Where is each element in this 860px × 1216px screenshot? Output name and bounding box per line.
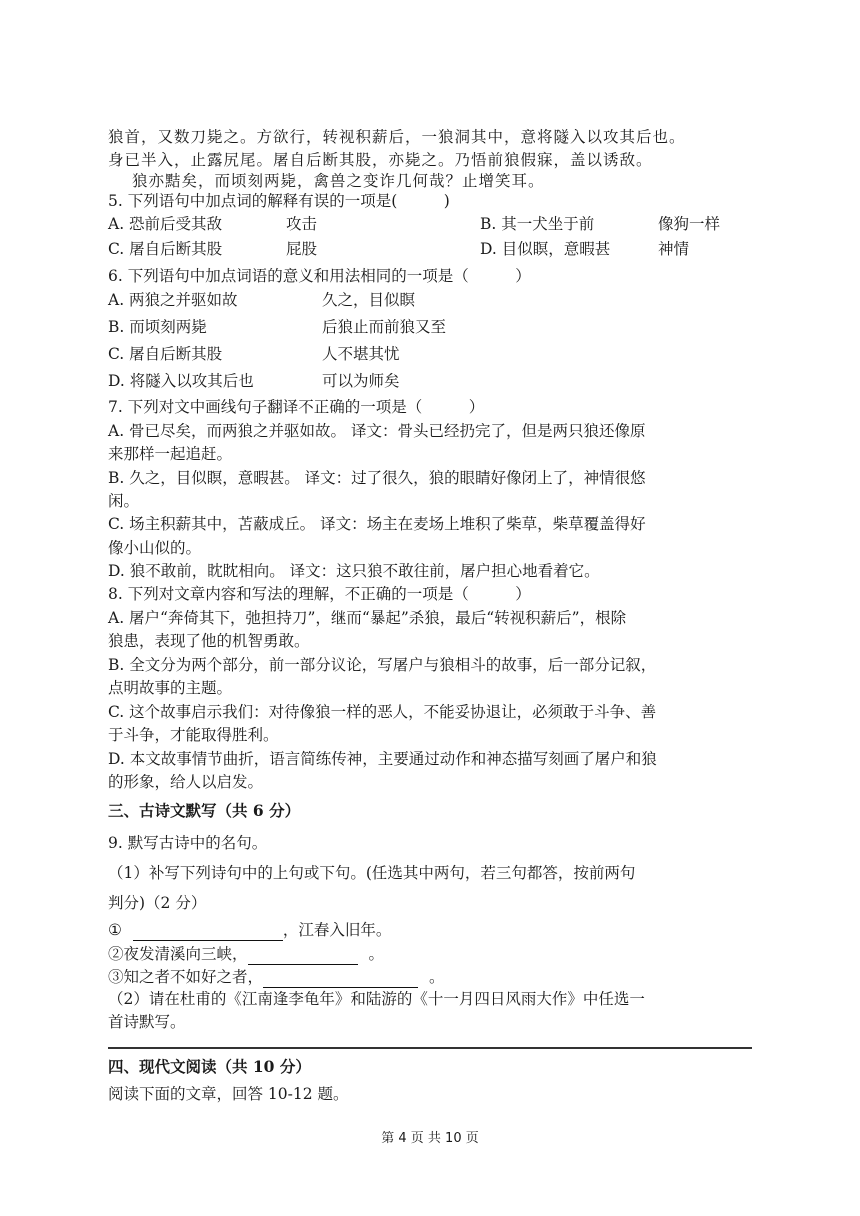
q8-option-d-line1: D. 本文故事情节曲折，语言简练传神，主要通过动作和神态描写刻画了屠户和狼 — [108, 750, 657, 768]
q9-item-2-suffix: 。 — [368, 945, 384, 963]
q8-option-c-line2: 于斗争，才能取得胜利。 — [108, 726, 279, 744]
section-4-title: 四、现代文阅读（共 10 分） — [108, 1057, 311, 1076]
section-4-intro: 阅读下面的文章，回答 10-12 题。 — [108, 1085, 349, 1103]
q8-option-c-line1: C. 这个故事启示我们：对待像狼一样的恶人，不能妥协退让，必须敢于斗争、善 — [108, 703, 657, 721]
q6-stem: 6. 下列语句中加点词语的意义和用法相同的一项是（ ） — [108, 267, 531, 285]
q9-stem: 9. 默写古诗中的名句。 — [108, 834, 268, 852]
q5-stem: 5. 下列语句中加点词的解释有误的一项是( ) — [108, 192, 450, 210]
q5-option-a: A. 恐前后受其敌 — [108, 215, 223, 233]
q6-option-c-left: C. 屠自后断其股 — [108, 345, 223, 363]
section-3-title: 三、古诗文默写（共 6 分） — [108, 801, 301, 820]
q7-option-a-line2: 来那样一起追赶。 — [108, 445, 233, 463]
q6-option-b-right: 后狼止而前狼又至 — [322, 318, 447, 336]
q9-item-1-answer-blank[interactable] — [133, 922, 283, 941]
q5-option-c: C. 屠自后断其股 — [108, 240, 223, 258]
q8-option-b-line1: B. 全文分为两个部分，前一部分议论，写屠户与狼相斗的故事，后一部分记叙， — [108, 656, 657, 674]
q8-option-d-line2: 的形象，给人以启发。 — [108, 773, 264, 791]
q9-item-2 — [108, 943, 384, 965]
q9-item-3-answer-blank[interactable] — [263, 969, 418, 988]
q7-stem: 7. 下列对文中画线句子翻译不正确的一项是（ ） — [108, 398, 485, 416]
q9-item-3-prefix: ③知之者不如好之者， — [108, 968, 264, 986]
q5-option-b-gloss: 像狗一样 — [658, 215, 721, 233]
q5-option-b: B. 其一犬坐于前 — [480, 215, 595, 233]
q9-item-2-answer-blank[interactable] — [248, 946, 358, 965]
q7-option-c-line1: C. 场主积薪其中，苫蔽成丘。 译文：场主在麦场上堆积了柴草，柴草覆盖得好 — [108, 515, 646, 533]
q9-sub2-line2: 首诗默写。 — [108, 1013, 186, 1031]
page-footer: 第 4 页 共 10 页 — [381, 1131, 479, 1146]
q9-sub1-line2: 判分)（2 分） — [108, 894, 207, 912]
q9-item-2-prefix: ②夜发清溪向三峡， — [108, 945, 248, 963]
q6-option-a-right: 久之，目似瞑 — [322, 291, 416, 309]
q9-item-3 — [108, 966, 444, 988]
q9-sub2-line1: （2）请在杜甫的《江南逢李龟年》和陆游的《十一月四日风雨大作》中任选一 — [108, 990, 645, 1008]
q5-option-d-gloss: 神情 — [658, 240, 690, 258]
q7-option-b-line2: 闲。 — [108, 492, 140, 510]
q9-sub1-line1: （1）补写下列诗句中的上句或下句。(任选其中两句，若三句都答，按前两句 — [108, 864, 636, 882]
q9-item-3-suffix: 。 — [428, 968, 445, 986]
q7-option-b-line1: B. 久之，目似瞑，意暇甚。 译文：过了很久，狼的眼睛好像闭上了，神情很悠 — [108, 469, 646, 487]
section-divider — [108, 1047, 752, 1049]
q8-option-a-line2: 狼患，表现了他的机智勇敢。 — [108, 632, 310, 650]
passage-line-3: 狼亦黠矣，而顷刻两毙，禽兽之变诈几何哉？止增笑耳。 — [132, 172, 545, 190]
passage-line-2: 身已半入，止露尻尾。屠自后断其股，亦毙之。乃悟前狼假寐，盖以诱敌。 — [108, 151, 653, 169]
q5-option-d: D. 目似瞑，意暇甚 — [480, 240, 611, 258]
passage-line-1: 狼首，又数刀毙之。方欲行，转视积薪后，一狼洞其中，意将隧入以攻其后也。 — [108, 128, 686, 146]
q6-option-d-right: 可以为师矣 — [322, 372, 400, 390]
q9-item-1-prefix: ① — [108, 921, 122, 939]
q7-option-c-line2: 像小山似的。 — [108, 539, 202, 557]
q6-option-a-left: A. 两狼之并驱如故 — [108, 291, 238, 309]
q7-option-d-line1: D. 狼不敢前，眈眈相向。 译文：这只狼不敢往前，屠户担心地看着它。 — [108, 562, 600, 580]
q5-option-c-gloss: 屁股 — [286, 240, 318, 258]
q5-option-a-gloss: 攻击 — [286, 215, 318, 233]
q8-option-b-line2: 点明故事的主题。 — [108, 679, 233, 697]
q8-stem: 8. 下列对文章内容和写法的理解，不正确的一项是（ ） — [108, 585, 531, 603]
q8-option-a-line1: A. 屠户“奔倚其下，弛担持刀”，继而“暴起”杀狼，最后“转视积薪后”，根除 — [108, 609, 627, 627]
q6-option-d-left: D. 将隧入以攻其后也 — [108, 372, 254, 390]
q7-option-a-line1: A. 骨已尽矣，而两狼之并驱如故。 译文：骨头已经扔完了，但是两只狼还像原 — [108, 422, 646, 440]
q9-item-1-suffix: ，江春入旧年。 — [282, 921, 392, 939]
q6-option-b-left: B. 而顷刻两毙 — [108, 318, 207, 336]
q9-item-1 — [108, 919, 391, 941]
q6-option-c-right: 人不堪其忧 — [322, 345, 400, 363]
